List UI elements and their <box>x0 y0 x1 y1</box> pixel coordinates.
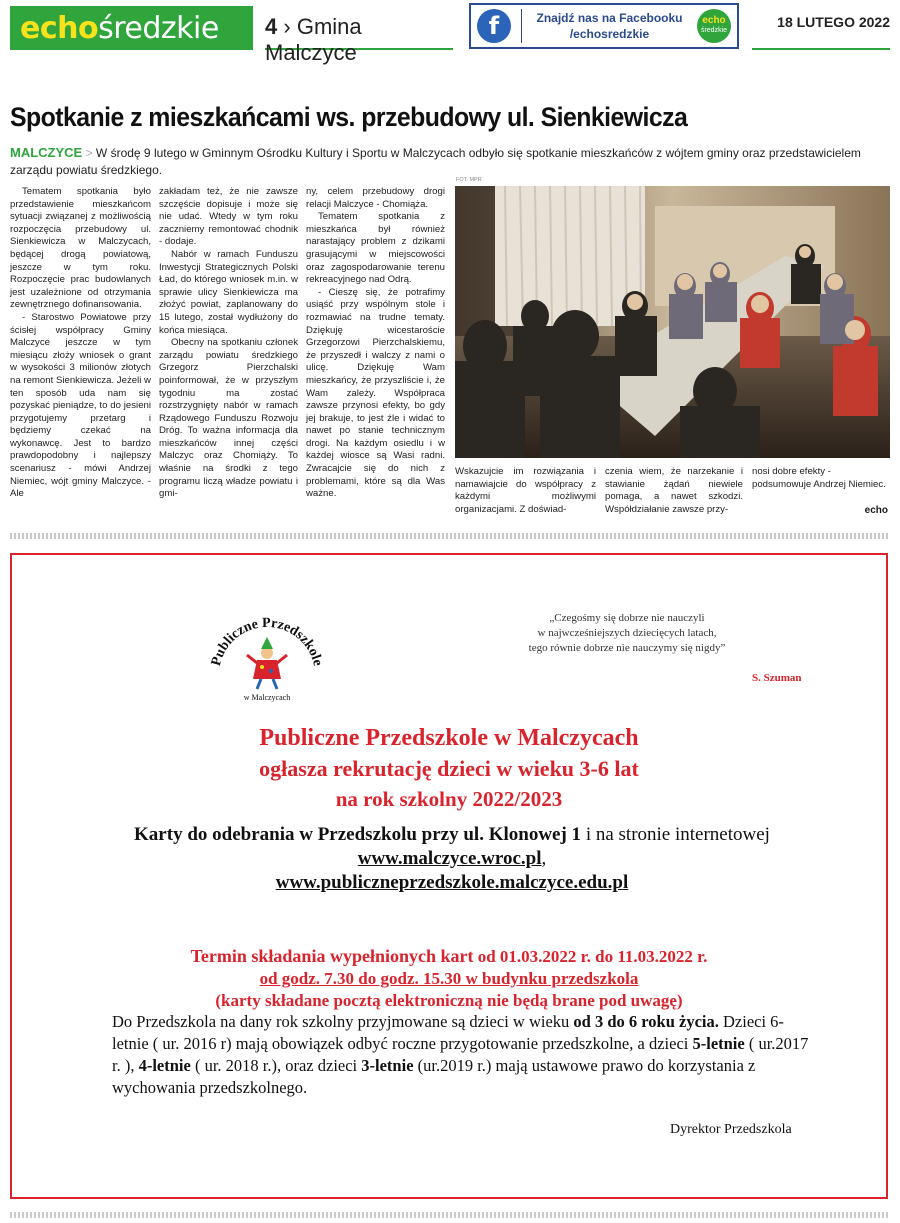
photo-credit: FOT. MPR <box>456 177 482 183</box>
cards-location: Karty do odebrania w Przedszkolu przy ul. Klonowej 1 <box>134 824 582 845</box>
ad-school-year: na rok szkolny 2022/2023 <box>335 787 563 811</box>
clown-dot <box>269 669 273 673</box>
brand-sredzkie: średzkie <box>98 10 219 46</box>
article-column-6: nosi dobre efekty - podsumowuje Andrzej Niemiec. <box>752 466 886 490</box>
age-4: 4-letnie <box>138 1056 191 1075</box>
facebook-line1: Znajdź nas na Facebooku <box>536 11 683 25</box>
facebook-line2: /echosredzkie <box>569 27 650 41</box>
section-separator: › <box>283 14 291 39</box>
kindergarten-logo-graphic <box>207 605 327 705</box>
logo-subtitle: w Malczycach <box>243 693 291 702</box>
deadline-label: Termin składania wypełnionych kart <box>190 946 474 966</box>
article-column-1 <box>10 186 151 501</box>
dotted-divider <box>10 533 890 539</box>
clown-hat <box>261 637 273 649</box>
age-5: 5-letnie <box>692 1034 745 1053</box>
article-column-2 <box>159 186 298 501</box>
lead-text: W środę 9 lutego w Gminnym Ośrodku Kultury i Sportu w Malczycach odbyło się spotkanie mieszkańców z wójtem gminy oraz przedstawicielem zarządu powiatu średzkiego. <box>10 146 861 177</box>
paragraph: Tematem spotkania z mieszkańca był również narastający problem z dzikami grasującymi w miejscowości oraz zagospodarowanie terenu rekreacyjnego nad Odrą. <box>306 211 445 286</box>
body-age-range: od 3 do 6 roku życia. <box>573 1012 719 1031</box>
place-label: MALCZYCE <box>10 145 83 160</box>
section-label <box>265 14 453 65</box>
deadline-dates: od 01.03.2022 r. do 11.03.2022 r. <box>477 947 708 966</box>
clown-dot <box>260 665 264 669</box>
article-column-4: Wskazujcie im rozwiązania i namawiajcie do współpracy z każdymi możliwymi organizacjami. Z doświad- <box>455 466 596 515</box>
quote-line: „Czegośmy się dobrze nie nauczyli <box>549 612 705 624</box>
article-column-5: czenia wiem, że narzekanie i stawianie żądań niewiele pomaga, a nawet szkodzi. Współdziałanie zawsze przy- <box>605 466 743 515</box>
website-link-malczyce[interactable]: www.malczyce.wroc.pl <box>357 848 542 869</box>
paragraph: zakładam też, że nie zawsze szczęście dopisuje i może się nie udać. Wtedy w tym roku zaczniemy remontować chodnik - dodaje. <box>159 186 298 248</box>
meeting-photo[interactable] <box>455 186 890 458</box>
clown-leg <box>257 679 261 689</box>
age-3-year: (ur.2019 r.) mają ustawowe prawo do korzystania z wychowania przedszkolnego. <box>112 1056 756 1097</box>
clown-body <box>253 660 281 679</box>
website-link-przedszkole[interactable]: www.publiczneprzedszkole.malczyce.edu.pl <box>275 872 629 893</box>
article-signature: echo <box>864 505 888 516</box>
page-number: 4 <box>265 14 278 39</box>
paragraph: - Cieszę się, że potrafimy usiąść przy wspólnym stole i rozmawiać na trudne tematy. Dziękuję wicestaroście Grzegorzowi Pierzchalskiemu, że przyszedł i walczy z nami o ulicę. Dziękuję Wam mieszkańcy, że przyszliście i, że Wam zależy. Współpraca zawsze przynosi efekty, bo gdy jej brakuje, to jest źle i widać to nawet po stanie technicznym drogi. Na każdym osiedlu i w każdej wiosce są Wasi radni. Zwracajcie się do nich z problemami, które są dla Was ważne. <box>306 286 445 500</box>
kindergarten-logo <box>207 605 327 705</box>
quote-line: w najwcześniejszych dziecięcych latach, <box>537 627 717 639</box>
masthead-logo[interactable] <box>10 6 253 50</box>
paragraph: ny, celem przebudowy drogi relacji Malczyce - Chomiąża. <box>306 186 445 210</box>
quote-author: S. Szuman <box>752 672 802 684</box>
facebook-banner[interactable] <box>469 3 739 49</box>
clown-arm <box>277 655 287 663</box>
facebook-icon: f <box>477 9 511 43</box>
ad-title: Publiczne Przedszkole w Malczycach <box>259 725 639 751</box>
deadline-note: (karty składane pocztą elektroniczną nie będą brane pod uwagę) <box>215 991 683 1010</box>
age-5-year: ( ur.2017 r. ), <box>112 1034 809 1075</box>
paragraph: - Starostwo Powiatowe przy ścisłej współpracy Gminy Malczyce jeszcze w tym miesiącu złoży wniosek o grant w wysokości 3 milionów złotych na remont Sienkiewicza. Jeżeli w ten sposób uda nam się pozyskać pieniądze, to do jesieni przygotujemy przetarg i będziemy czekać na wykonawcę. Jest to bardzo prawdopodobny i najlepszy scenariusz - mówi Andrzej Niemiec, wójt gminy Malczyce. - Ale <box>10 311 151 500</box>
clown-arm <box>247 655 257 663</box>
clown-leg <box>273 679 277 689</box>
link-separator: , <box>541 848 547 869</box>
age-4-year: ( ur. 2018 r.), oraz dzieci <box>194 1056 358 1075</box>
article-column-3 <box>306 186 445 501</box>
age-3: 3-letnie <box>361 1056 414 1075</box>
place-chevron-icon: > <box>85 146 93 160</box>
body-line: Do Przedszkola na dany rok szkolny przyjmowane są dzieci w wieku <box>112 1012 570 1031</box>
kindergarten-advertisement <box>10 553 888 1199</box>
echo-badge-icon <box>697 9 731 43</box>
cards-rest: i na stronie internetowej <box>585 824 770 845</box>
paragraph: Obecny na spotkaniu członek zarządu powiatu średzkiego Grzegorz Pierzchalski poinformował, że w przyszłym tygodniu ma zostać rozstrzygnięty nabór w ramach Rządowego Funduszu Rozwoju Dróg. To ważna informacja dla mieszkańców innej części Malczyc oraz Chomiąży. To właśnie na środki z tego programu liczą władze powiatu i gmi- <box>159 337 298 500</box>
facebook-text <box>522 10 697 42</box>
badge-echo: echo <box>702 15 726 26</box>
quote <box>482 611 772 656</box>
paragraph: Nabór w ramach Funduszu Inwestycji Strategicznych Polski Ład, do którego wniosek m.in. w sprawie ulicy Sienkiewicza ma złożyć powiat, zaplanowany do 15 lutego, został wydłużony do końca miesiąca. <box>159 248 298 336</box>
deadline-hours: od godz. 7.30 do godz. 15.30 w budynku przedszkola <box>259 969 639 988</box>
issue-date: 18 LUTEGO 2022 <box>752 14 890 50</box>
paragraph: Tematem spotkania było przedstawienie mieszkańcom sytuacji związanej z możliwością rozpoczęcia przebudowy ul. Sienkiewicza w Malczycach, będącej drogą powiatową, jeszcze w tym roku. Rozpoczęcie prac budowlanych jest uzależnione od otrzymania zewnętrznego dofinansowania. <box>10 186 151 311</box>
article-headline: Spotkanie z mieszkańcami ws. przebudowy ul. Sienkiewicza <box>10 102 688 132</box>
brand-echo: echo <box>20 10 99 46</box>
quote-line: tego równie dobrze nie nauczymy się nigdy” <box>528 642 726 654</box>
cards-info <box>132 823 772 895</box>
director-signature: Dyrektor Przedszkola <box>670 1122 792 1137</box>
meeting-photo-illustration <box>455 186 890 458</box>
badge-sredzkie: średzkie <box>700 27 728 34</box>
section-name: Gmina Malczyce <box>265 14 362 65</box>
body-line: Dzieci 6-letnie ( ur. 2016 r) mają obowiązek odbyć roczne przygotowanie przedszkolne, a dzieci <box>112 1012 784 1053</box>
logo-arc-path: Publiczne Przedszkole <box>208 615 326 668</box>
ad-subtitle: ogłasza rekrutację dzieci w wieku 3-6 lat <box>259 756 639 781</box>
article-lead <box>10 144 870 179</box>
deadline-info <box>12 945 886 1012</box>
admission-info <box>112 1011 812 1099</box>
dotted-divider <box>10 1212 890 1218</box>
